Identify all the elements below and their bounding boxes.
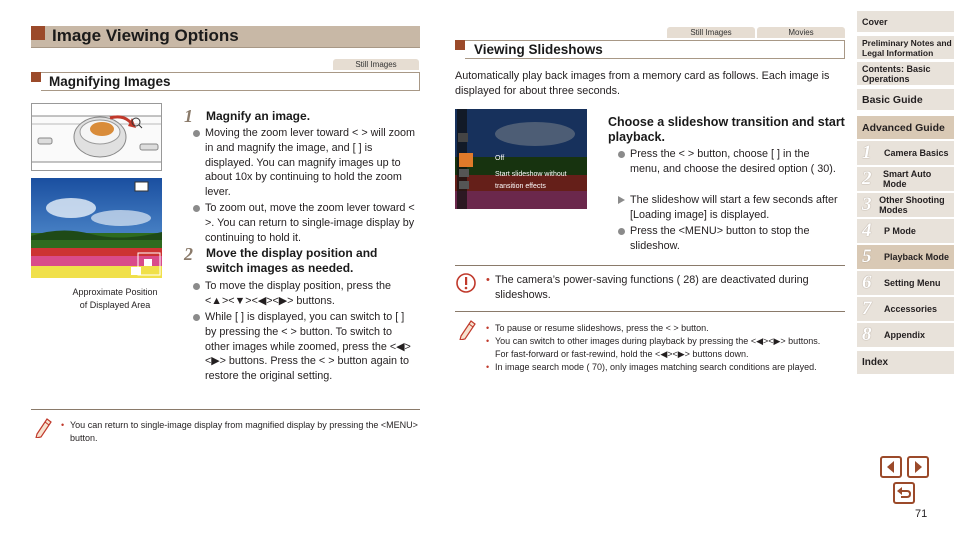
note-2: • You can switch to other images during playback by pressing the <◀><▶> buttons. For fast-forward or fast-rewind, hold the <◀><▶> buttons down. [486,336,821,359]
slideshow-intro: Automatically play back images from a memory card as follows. Each image is displayed for about three seconds. [455,70,830,97]
arrow-right-icon [909,458,927,476]
photo-caption: Approximate Position of Displayed Area [72,287,158,310]
sidebar-contents[interactable]: Contents: Basic Operations [857,61,954,85]
step-1-bullet-2: To zoom out, move the zoom lever toward < >. You can return to single-image display by continuing to hold it. [205,201,417,245]
step-2-title: Move the display position and switch images as needed. [206,246,378,275]
note-3: • In image search mode ( 70), only images matching search conditions are played. [486,362,817,372]
choose-transition-title: Choose a slideshow transition and start playback. [608,115,845,144]
caution-text: • The camera’s power-saving functions ( 28) are deactivated during slideshows. [486,274,809,301]
sidebar-item-appendix[interactable]: 8 Appendix [857,322,954,347]
step-2-number: 2 [184,244,193,264]
screen-text-2: transition effects [495,183,546,190]
still-images-tag: Still Images [333,59,419,70]
step-2-bullet-2: While [ ] is displayed, you can switch to [ ] by pressing the < > button. To switch to other images while zoomed, press the <◀><▶> buttons. Press the < > button again to restore the original setting. [205,310,417,384]
slideshow-bullet-1: Press the < > button, choose [ ] in the menu, and choose the desired option ( 30). [630,147,842,177]
sidebar-advanced-guide[interactable]: Advanced Guide [857,115,954,139]
sidebar-cover[interactable]: Cover [857,10,954,32]
back-button[interactable] [893,482,915,504]
sidebar-basic-guide[interactable]: Basic Guide [857,88,954,110]
sidebar-item-p-mode[interactable]: 4 P Mode [857,218,954,243]
step-1-number: 1 [184,106,193,126]
step-2-bullet-1: To move the display position, press the <▲><▼><◀><▶> buttons. [205,279,417,309]
caution-divider-bottom [455,311,845,312]
return-icon [895,484,913,502]
slideshow-bullet-3: Press the <MENU> button to stop the slideshow. [630,224,842,254]
note-1: • To pause or resume slideshows, press the < > button. [486,323,709,333]
screen-off-label: Off [495,155,505,162]
step-1-title: Magnify an image. [206,109,311,123]
screen-text-1: Start slideshow without [495,171,567,178]
page-title: Image Viewing Options [52,26,239,45]
slideshow-screen [455,109,587,209]
sidebar-item-other-shooting[interactable]: 3 Other Shooting Modes [857,192,954,217]
sidebar-item-accessories[interactable]: 7 Accessories [857,296,954,321]
arrow-left-icon [882,458,900,476]
pencil-icon-right [458,318,476,340]
title-marker [31,26,45,40]
left-note: • You can return to single-image display from magnified display by pressing the <MENU> button. [61,420,418,443]
sidebar-item-playback[interactable]: 5 Playback Mode [857,244,954,269]
magnified-photo [31,178,162,278]
movies-tag: Movies [757,27,845,38]
pencil-icon [34,416,52,438]
camera-illustration [31,103,162,171]
page-number: 71 [915,508,928,520]
sidebar-index[interactable]: Index [857,350,954,374]
step-1-bullet-1: Moving the zoom lever toward < > will zoom in and magnify the image, and [ ] is displayed. You can magnify images up to about 10x by continuing to hold the zoom lever. [205,126,417,200]
slideshow-bullet-2: The slideshow will start a few seconds after [Loading image] is displayed. [630,193,842,223]
note-divider [31,409,420,410]
sidebar-item-smart-auto[interactable]: 2 Smart Auto Mode [857,166,954,191]
sidebar-item-camera-basics[interactable]: 1 Camera Basics [857,140,954,165]
prev-page-button[interactable] [880,456,902,478]
caution-icon [455,272,477,294]
still-images-tag-right: Still Images [667,27,755,38]
caution-divider-top [455,265,845,266]
section-title-magnifying: Magnifying Images [49,74,171,89]
section-marker [31,72,41,82]
section-title-slideshows: Viewing Slideshows [474,42,603,57]
zoom-lever-icon [32,104,162,171]
sidebar-item-setting-menu[interactable]: 6 Setting Menu [857,270,954,295]
section-marker-right [455,40,465,50]
sidebar-preliminary-notes[interactable]: Preliminary Notes and Legal Information [857,35,954,59]
next-page-button[interactable] [907,456,929,478]
